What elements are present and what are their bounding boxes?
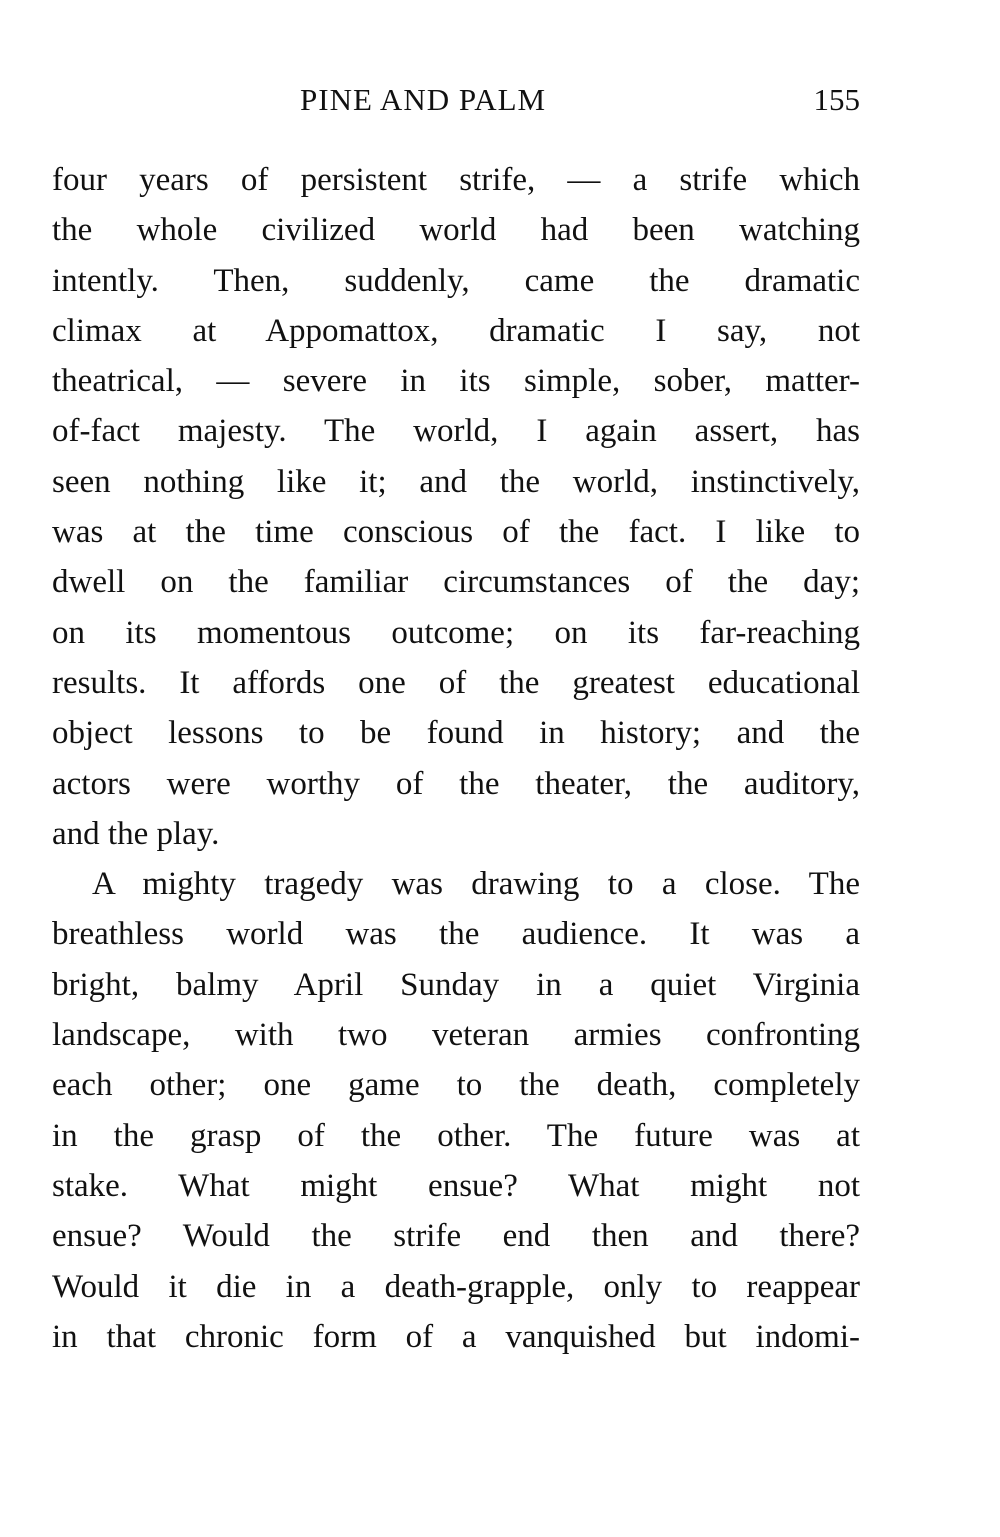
text-line: intently. Then, suddenly, came the dramatic [52,262,860,299]
text-line: four years of persistent strife, — a strife which [52,162,860,198]
text-line: landscape, with two veteran armies confronting [52,1017,860,1054]
body-text [52,155,860,1362]
text-line: in the grasp of the other. The future was at [52,1117,860,1154]
paragraph [52,155,860,859]
text-line: bright, balmy April Sunday in a quiet Virginia [52,966,860,1003]
text-line: ensue? Would the strife end then and there? [52,1218,860,1255]
text-line: seen nothing like it; and the world, instinctively, [52,463,860,500]
text-line: on its momentous outcome; on its far-reaching [52,614,860,651]
text-line: the whole civilized world had been watching [52,212,860,249]
text-line: climax at Appomattox, dramatic I say, not [52,312,860,349]
paragraph [52,859,860,1362]
text-line: dwell on the familiar circumstances of the day; [52,564,860,601]
running-title: PINE AND PALM [300,82,547,117]
text-line: results. It affords one of the greatest educational [52,664,860,701]
text-line: in that chronic form of a vanquished but indomi- [52,1318,860,1355]
text-line: breathless world was the audience. It was a [52,916,860,953]
page-header [52,82,860,126]
text-line: theatrical, — severe in its simple, sober, matter- [52,363,860,400]
text-line: object lessons to be found in history; and the [52,715,860,752]
text-line: each other; one game to the death, completely [52,1067,860,1104]
text-line: was at the time conscious of the fact. I like to [52,514,860,551]
page-number: 155 [813,82,860,117]
text-line: A mighty tragedy was drawing to a close. The [92,866,860,903]
text-line: Would it die in a death-grapple, only to reappear [52,1268,860,1305]
text-line: of-fact majesty. The world, I again assert, has [52,413,860,450]
text-line: stake. What might ensue? What might not [52,1167,860,1204]
text-line: and the play. [52,815,220,852]
text-line: actors were worthy of the theater, the auditory, [52,765,860,802]
